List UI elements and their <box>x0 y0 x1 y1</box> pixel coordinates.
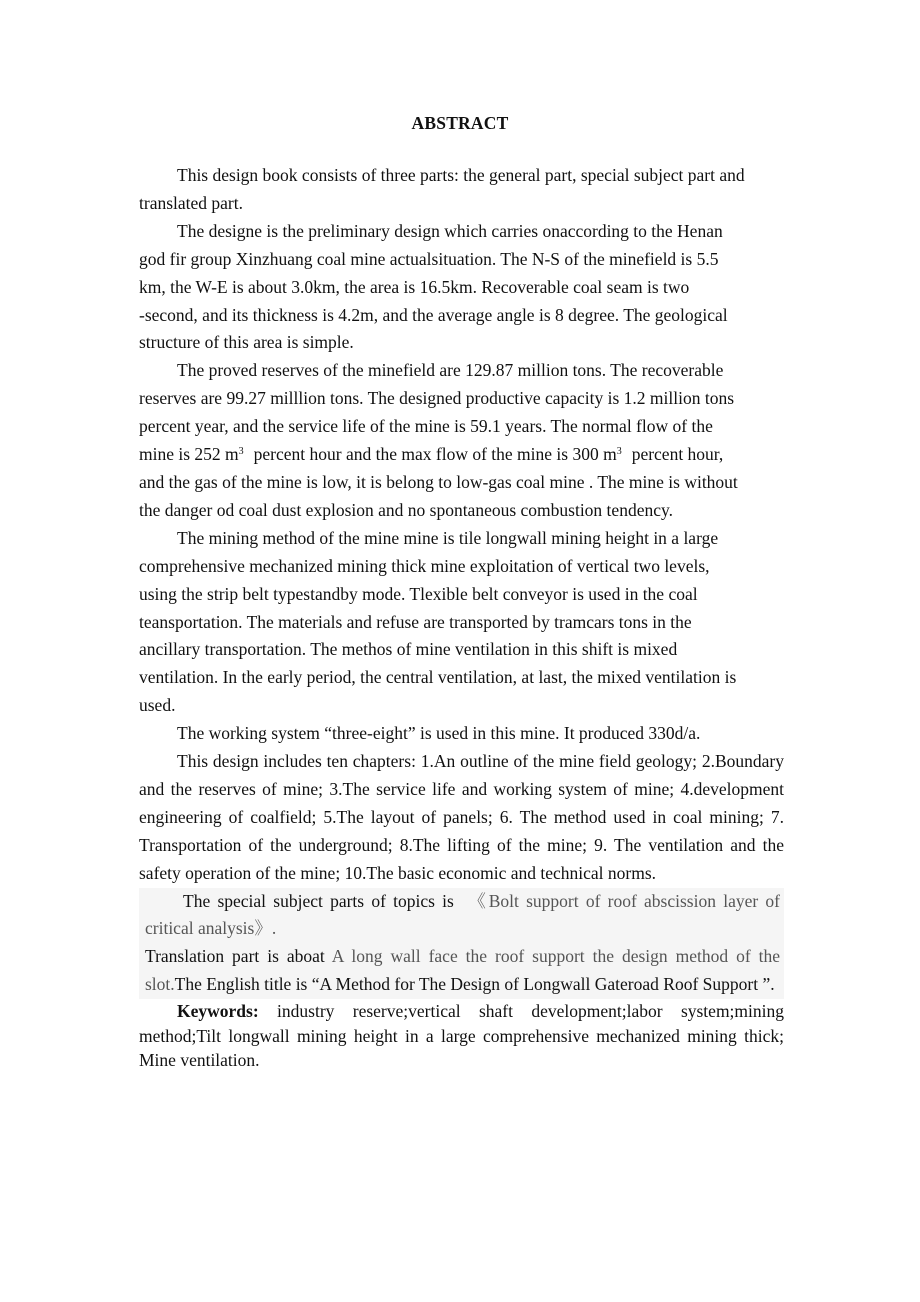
text-line: and the gas of the mine is low, it is belong to low-gas coal mine . The mine is without <box>139 471 738 492</box>
text-line: km, the W-E is about 3.0km, the area is 16.5km. Recoverable coal seam is two <box>139 276 690 297</box>
superscript: 3 <box>238 446 244 458</box>
translation-lead: Translation part is aboat <box>145 946 325 967</box>
text-line: The mining method of the mine mine is tile longwall mining height in a large <box>177 527 719 548</box>
paragraph-working-system: The working system “three-eight” is used in this mine. It produced 330d/a. <box>177 723 701 744</box>
paragraph-translation <box>139 943 784 999</box>
paragraph-mining-method <box>139 525 784 720</box>
text-line: using the strip belt typestandby mode. Tlexible belt conveyor is used in the coal <box>139 583 698 604</box>
text-line: ancillary transportation. The methos of mine ventilation in this shift is mixed <box>139 639 678 660</box>
text-line: the danger od coal dust explosion and no spontaneous combustion tendency. <box>139 499 673 520</box>
text-line: used. <box>139 695 176 716</box>
text-line: percent hour, <box>631 444 724 465</box>
abstract-title: ABSTRACT <box>411 113 509 133</box>
text-line: percent year, and the service life of the mine is 59.1 years. The normal flow of the <box>139 416 713 437</box>
text-line: reserves are 99.27 milllion tons. The designed productive capacity is 1.2 million tons <box>139 388 735 409</box>
text-line: structure of this area is simple. <box>139 332 354 353</box>
superscript: 3 <box>616 446 622 458</box>
text-line: teansportation. The materials and refuse are transported by tramcars tons in the <box>139 611 692 632</box>
special-subject-lead: The special subject parts of topics is <box>183 890 454 911</box>
text-line: mine is 252 m <box>139 444 239 465</box>
paragraph-special-subject <box>139 888 784 944</box>
translation-source-title: A long wall face the roof support the design method of the slot. <box>145 946 780 995</box>
translation-english-title: The English title is “A Method for The Design of Longwall Gateroad Roof Support ”. <box>174 974 775 995</box>
text-line: comprehensive mechanized mining thick mine exploitation of vertical two levels, <box>139 555 710 576</box>
text-line: The proved reserves of the minefield are 129.87 million tons. The recoverable <box>177 360 724 381</box>
keywords-label: Keywords: <box>177 1001 259 1022</box>
text-line: -second, and its thickness is 4.2m, and the average angle is 8 degree. The geological <box>139 304 728 325</box>
text-line: The designe is the preliminary design which carries onaccording to the Henan <box>177 220 723 241</box>
paragraph-parts: This design book consists of three parts: the general part, special subject part and translated part. <box>139 165 745 213</box>
text-line: percent hour and the max flow of the mine is 300 m <box>253 444 617 465</box>
keywords-paragraph <box>139 999 784 1073</box>
text-line: god fir group Xinzhuang coal mine actualsituation. The N-S of the minefield is 5.5 <box>139 248 719 269</box>
paragraph-chapters: This design includes ten chapters: 1.An outline of the mine field geology; 2.Boundary and the reserves of mine; 3.The service life and working system of mine; 4.development engineering of coalfield; 5.The layout of panels; 6. The method used in coal mining; 7. Transportation of the underground; 8.The lifting of the mine; 9. The ventilation and the safety operation of the mine; 10.The basic economic and technical norms. <box>139 751 784 883</box>
keywords-text: industry reserve;vertical shaft development;labor system;mining method;Tilt longwall mining height in a large comprehensive mechanized mining thick; Mine ventilation. <box>139 1001 784 1071</box>
text-line: ventilation. In the early period, the central ventilation, at last, the mixed ventilation is <box>139 667 737 688</box>
special-subject-topic: 《Bolt support of roof abscission layer of critical analysis》. <box>145 890 781 939</box>
paragraph-minefield <box>139 218 784 358</box>
abstract-body <box>139 162 784 1073</box>
paragraph-reserves <box>139 357 784 524</box>
